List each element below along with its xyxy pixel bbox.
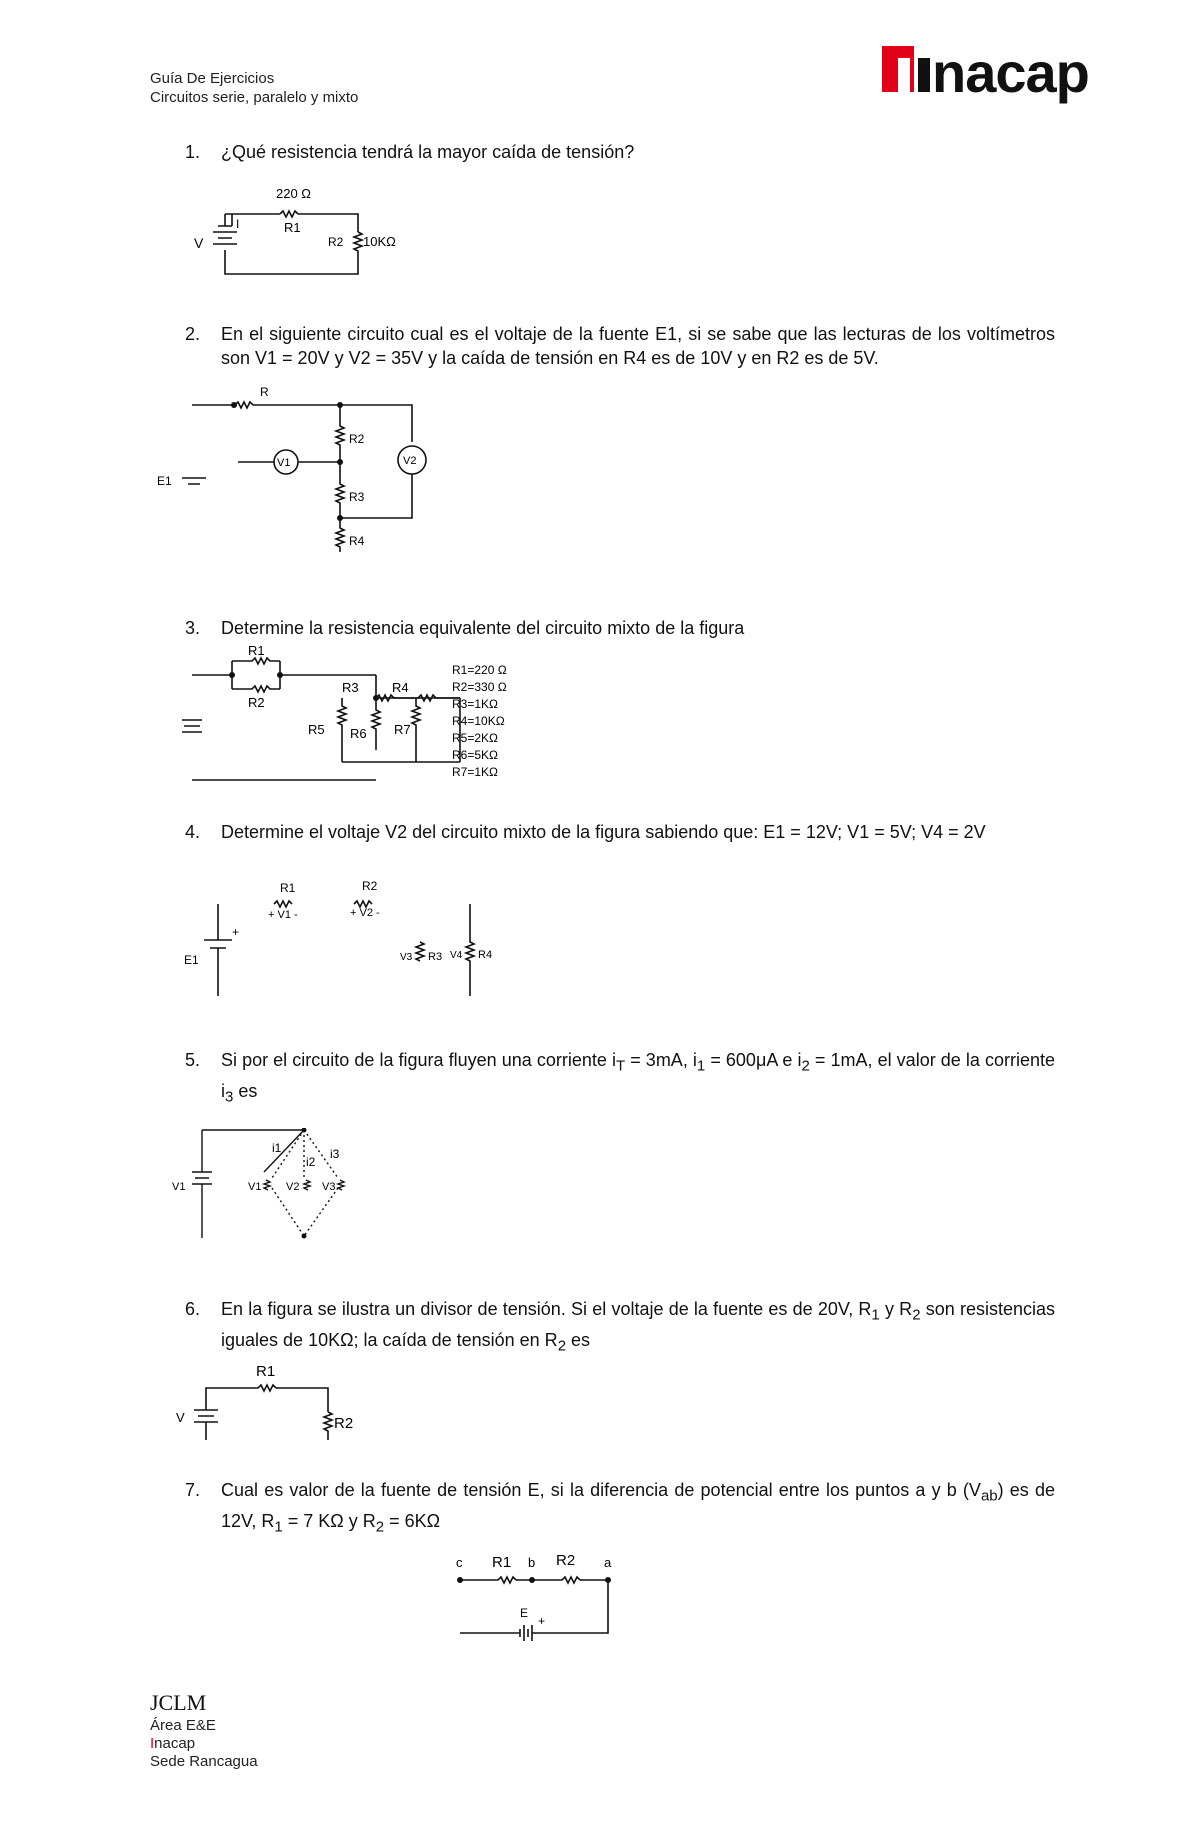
c3-values-list [452, 663, 507, 779]
c1-r1-value: 220 Ω [276, 186, 312, 201]
c3-r3-label: R3 [342, 680, 359, 695]
circuit-5 [160, 1128, 400, 1258]
c4-r1-label: R1 [280, 881, 296, 895]
c6-r2-label: R2 [334, 1415, 354, 1432]
footer-institution: Inacap [150, 1735, 196, 1752]
c2-v1-label: V1 [277, 457, 291, 469]
circuit-2 [150, 380, 450, 565]
c5-r3-label: V3 [322, 1181, 336, 1193]
svg-text:R1=220 Ω: R1=220 Ω [452, 663, 507, 677]
c4-plus-sign: + [232, 925, 240, 939]
c4-r4-label: R4 [478, 949, 493, 961]
circuit-7 [450, 1545, 630, 1645]
svg-text:R4=10KΩ: R4=10KΩ [452, 714, 505, 728]
c7-point-a: a [604, 1555, 612, 1570]
c6-r1-label: R1 [256, 1363, 276, 1380]
c3-r6-label: R6 [350, 726, 367, 741]
c1-r2-label: R2 [328, 235, 344, 249]
svg-text:R7=1KΩ: R7=1KΩ [452, 765, 498, 779]
c2-r2-label: R2 [349, 432, 365, 446]
circuit-3 [170, 640, 540, 790]
svg-text:R2=330 Ω: R2=330 Ω [452, 680, 507, 694]
c7-point-c: c [456, 1555, 463, 1570]
logo-text: nacap [932, 44, 1089, 104]
c1-current-label: I [236, 217, 240, 231]
c3-r2-label: R2 [248, 695, 265, 710]
c2-v2-label: V2 [403, 455, 417, 467]
c2-source-label: E1 [157, 474, 172, 488]
c4-source-label: E1 [184, 953, 199, 967]
c1-source-label: V [194, 235, 204, 251]
c4-v3-label: V3 [400, 952, 413, 963]
c7-r1-label: R1 [492, 1554, 512, 1571]
c5-i1-label: i1 [272, 1141, 282, 1155]
c1-r2-value: 10KΩ [363, 234, 396, 249]
c6-source-label: V [176, 1410, 185, 1425]
svg-text:R3=1KΩ: R3=1KΩ [452, 697, 498, 711]
c4-v1-label: + V1 - [268, 909, 298, 921]
svg-text:R5=2KΩ: R5=2KΩ [452, 731, 498, 745]
inacap-logo [882, 44, 1114, 106]
doc-title: Guía De Ejercicios [150, 70, 275, 87]
c3-r1-label: R1 [248, 643, 265, 658]
c4-r2-label: R2 [362, 879, 378, 893]
c3-r4-label: R4 [392, 680, 409, 695]
c7-source-label: E [520, 1606, 529, 1620]
circuit-4 [170, 876, 510, 1004]
c5-r2-label: V2 [286, 1181, 300, 1193]
c5-source-label: V1 [172, 1181, 186, 1193]
c7-r2-label: R2 [556, 1552, 576, 1569]
svg-text:R6=5KΩ: R6=5KΩ [452, 748, 498, 762]
c2-r3-label: R3 [349, 490, 365, 504]
footer-author: JCLM [150, 1690, 207, 1715]
c2-r4-label: R4 [349, 534, 365, 548]
c5-i3-label: i3 [330, 1147, 340, 1161]
c3-r7-label: R7 [394, 722, 411, 737]
footer-area: Área E&E [150, 1717, 216, 1734]
c7-plus-sign: + [538, 1614, 546, 1628]
circuit-6 [170, 1360, 410, 1440]
c5-r1-label: V1 [248, 1181, 262, 1193]
c3-r5-label: R5 [308, 722, 325, 737]
c5-i2-label: i2 [306, 1155, 316, 1169]
circuit-1 [180, 180, 440, 280]
footer-sede: Sede Rancagua [150, 1753, 258, 1770]
c1-r1-label: R1 [284, 220, 301, 235]
c4-v4-label: V4 [450, 950, 463, 961]
c2-r1-label: R [260, 385, 269, 399]
doc-subtitle: Circuitos serie, paralelo y mixto [150, 89, 359, 106]
c7-point-b: b [528, 1555, 536, 1570]
c4-v2-label: + V2 - [350, 907, 380, 919]
c4-r3-label: R3 [428, 951, 443, 963]
